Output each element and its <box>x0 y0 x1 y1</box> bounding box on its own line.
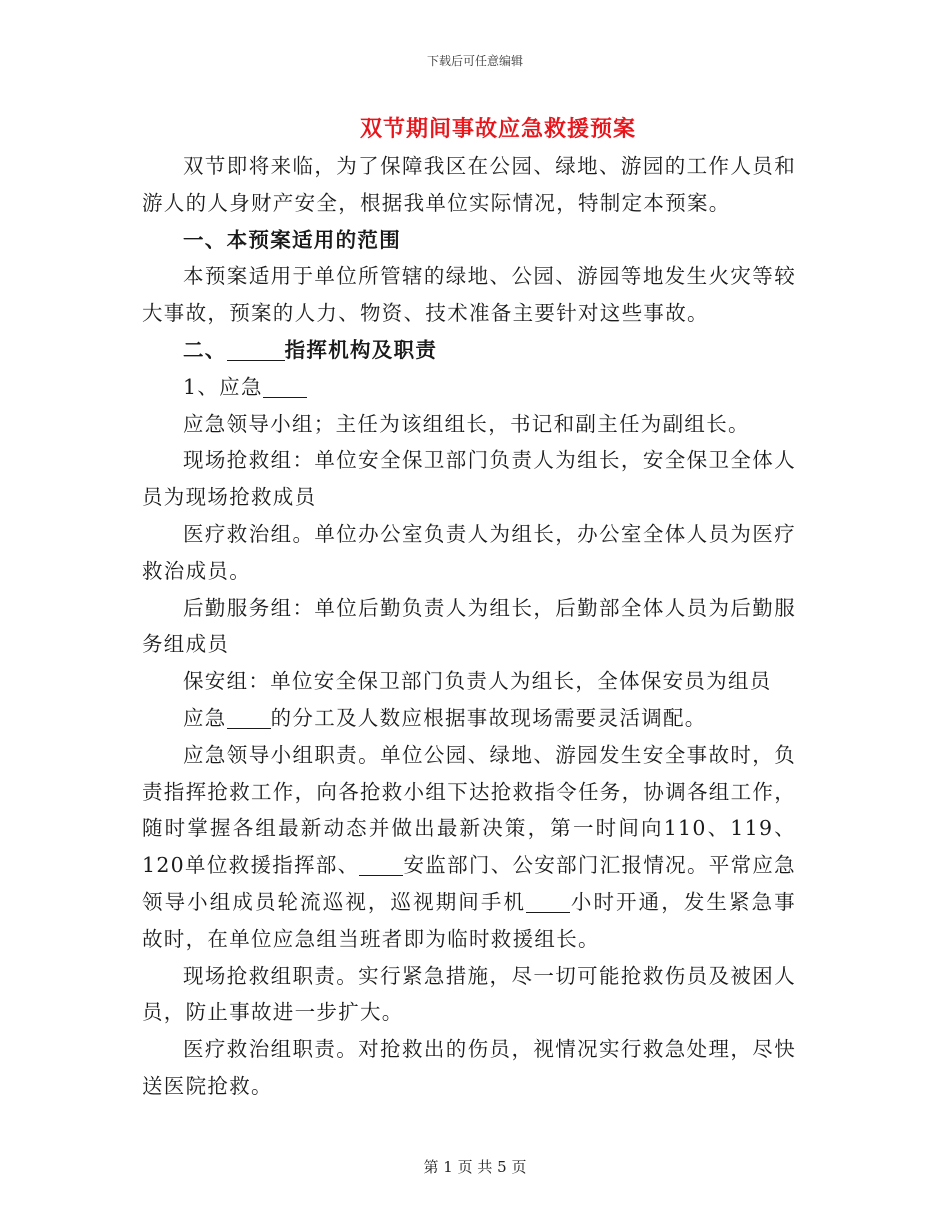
leader-duty-text-1: 应急领导小组职责。单位公园、绿地、游园发生安全事故时，负责指挥抢救工作，向各抢救小组下达抢救指令任务，协调各组工作，随时掌握各组最新动态并做出最新决策，第一时间向110、119、120单位救援指挥部、 <box>142 742 796 878</box>
group-medical: 医疗救治组。单位办公室负责人为组长，办公室全体人员为医疗救治成员。 <box>142 521 796 583</box>
section-2-heading-text: 指挥机构及职责 <box>284 337 438 362</box>
fill-in-blank <box>227 708 271 729</box>
document-body <box>142 112 796 1105</box>
group-leadership: 应急领导小组；主任为该组组长，书记和副主任为副组长。 <box>183 411 750 436</box>
group-onsite-rescue: 现场抢救组：单位安全保卫部门负责人为组长，安全保卫全体人员为现场抢救成员 <box>142 448 796 510</box>
group-security: 保安组：单位安全保卫部门负责人为组长，全体保安员为组员 <box>183 669 772 694</box>
intro-paragraph: 双节即将来临，为了保障我区在公园、绿地、游园的工作人员和游人的人身财产安全，根据我单位实际情况，特制定本预案。 <box>142 154 796 215</box>
document-title: 双节期间事故应急救援预案 <box>359 116 636 142</box>
item-1-label <box>142 369 796 406</box>
section-2-heading <box>142 332 796 369</box>
section-2-heading-prefix: 二、 <box>183 337 227 362</box>
allocation-paragraph <box>142 700 796 737</box>
item-1-label-text: 1、应急 <box>183 374 263 399</box>
rescue-duty-paragraph: 现场抢救组职责。实行紧急措施，尽一切可能抢救伤员及被困人员，防止事故进一步扩大。 <box>142 963 796 1025</box>
leader-duty-text-2: 安监部门、公安部门汇报情况。平常应急领导小组成员轮流巡视，巡视期间手机 <box>142 853 796 914</box>
section-1-heading: 一、本预案适用的范围 <box>183 227 401 252</box>
group-logistics: 后勤服务组：单位后勤负责人为组长，后勤部全体人员为后勤服务组成员 <box>142 595 796 657</box>
fill-in-blank <box>526 892 570 913</box>
section-1-body: 本预案适用于单位所管辖的绿地、公园、游园等地发生火灾等较大事故，预案的人力、物资、技术准备主要针对这些事故。 <box>142 264 796 326</box>
allocation-text: 的分工及人数应根据事故现场需要灵活调配。 <box>270 705 707 730</box>
medical-duty-paragraph: 医疗救治组职责。对抢救出的伤员，视情况实行救急处理，尽快送医院抢救。 <box>142 1037 796 1098</box>
page-header-note: 下载后可任意编辑 <box>426 54 523 68</box>
leader-duty-paragraph <box>142 737 796 958</box>
fill-in-blank <box>227 340 285 361</box>
leader-duty-text-3: 小时开通，发生紧急事故时，在单位应急组当班者即为临时救援组长。 <box>142 889 796 951</box>
page-number: 第 1 页 共 5 页 <box>423 1158 527 1176</box>
fill-in-blank <box>359 855 403 876</box>
fill-in-blank <box>263 377 307 398</box>
allocation-prefix: 应急 <box>183 705 227 730</box>
